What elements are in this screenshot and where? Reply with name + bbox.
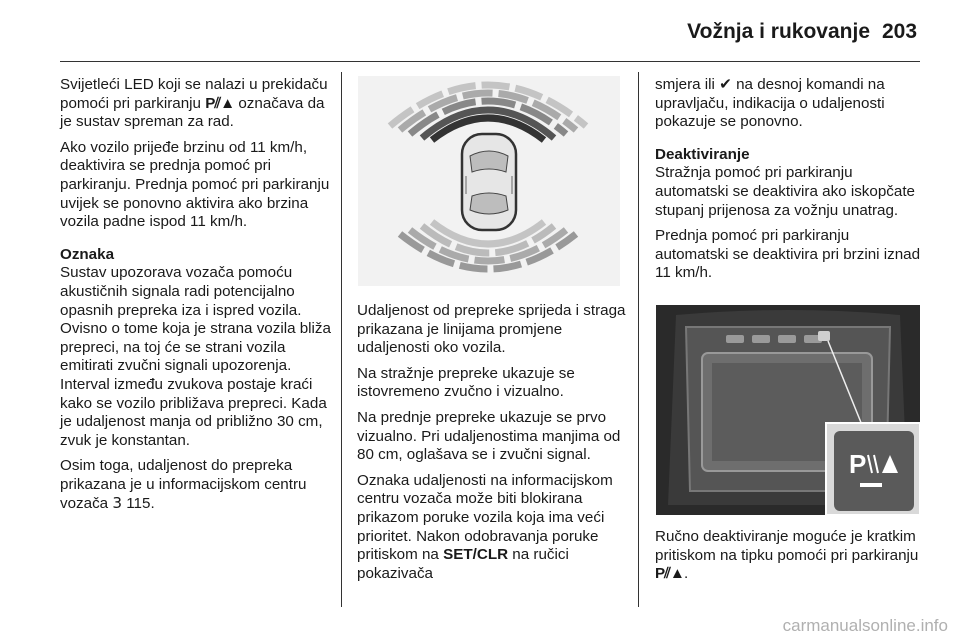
paragraph: Na stražnje prepreke ukazuje se istovremeno zvučno i vizualno. [357,364,575,401]
console-button-label: P [849,449,867,479]
column-divider-2 [638,72,639,607]
text: smjera ili [655,76,720,93]
header-rule [60,61,920,62]
paragraph [655,528,923,584]
paragraph [655,76,923,132]
column-3-bottom [655,528,923,591]
text: na desnoj komandi na upravljaču, indikacija o udaljenosti pokazuje se ponovno. [655,76,885,131]
paragraph: Udaljenost od prepreke sprijeda i straga prikazana je linijama promjene udaljenosti oko vozila. [357,302,626,357]
text: Ručno deaktiviranje moguće je kratkim pritiskom na tipku pomoći pri parkiranju [655,528,919,564]
page-title: Vožnja i rukovanje [687,20,870,43]
column-2 [357,302,627,590]
park-assist-icon: P⫽▲ [205,94,235,112]
text: Oznaka udaljenosti na informacijskom centru vozača može biti blokirana prikazom poruke vozila koja ima veći prioritet. Nakon odobravanja poruke pritiskom na [357,471,613,564]
park-assist-icon: P⫽▲ [655,565,684,583]
column-divider-1 [341,72,342,607]
text: Svijetleći LED koji se nalazi u prekidaču pomoći pri parkiranju [60,76,328,112]
page-link[interactable]: 115. [122,495,155,513]
paragraph [60,457,332,514]
column-1 [60,76,332,521]
text: označava da je sustav spreman za rad. [60,94,325,131]
page-reference-icon: 3 [112,494,123,513]
section-heading-deaktiviranje: Deaktiviranje [655,145,750,163]
checkmark-icon: ✔ [719,76,732,93]
column-3 [655,76,923,290]
watermark: carmanualsonline.info [782,616,948,635]
text: . [683,565,689,583]
page-number: 203 [882,20,918,43]
text: na ručici pokazivača [357,546,569,582]
parking-sensor-illustration [358,76,620,286]
section-heading-oznaka: Oznaka [60,245,115,263]
paragraph [357,472,627,584]
paragraph [60,76,332,132]
paragraph: Ako vozilo prijeđe brzinu od 11 km/h, deaktivira se prednja pomoć pri parkiranju. Prednja pomoć pri parkiranju uvijek se ponovno aktivira ako brzina vozila padne ispod 11 km/h. [60,138,330,231]
console-illustration [656,305,920,515]
paragraph: Stražnja pomoć pri parkiranju automatski se deaktivira ako iskopčate stupanj prijenosa za vožnju unatrag. [655,164,916,219]
paragraph: Prednja pomoć pri parkiranju automatski se deaktivira pri brzini iznad 11 km/h. [655,227,921,282]
set-clr-label: SET/CLR [443,546,509,564]
paragraph: Sustav upozorava vozača pomoću akustičnih signala radi potencijalno opasnih prepreka iza i ispred vozila. Ovisno o tome koja je strana vozila bliža prepreci, na toj će se strani vozila emitirati zvučni signali upozorenja. Interval između zvukova postaje kraći kako se vozilo približava prepreci. Kada je udaljenost manja od približno 30 cm, zvuk je konstantan. [60,264,331,449]
paragraph: Na prednje prepreke ukazuje se prvo vizualno. Pri udaljenostima manjima od 80 cm, oglašava se i zvučni signal. [357,408,621,464]
text: Osim toga, udaljenost do prepreka prikazana je u informacijskom centru vozača [60,457,307,513]
